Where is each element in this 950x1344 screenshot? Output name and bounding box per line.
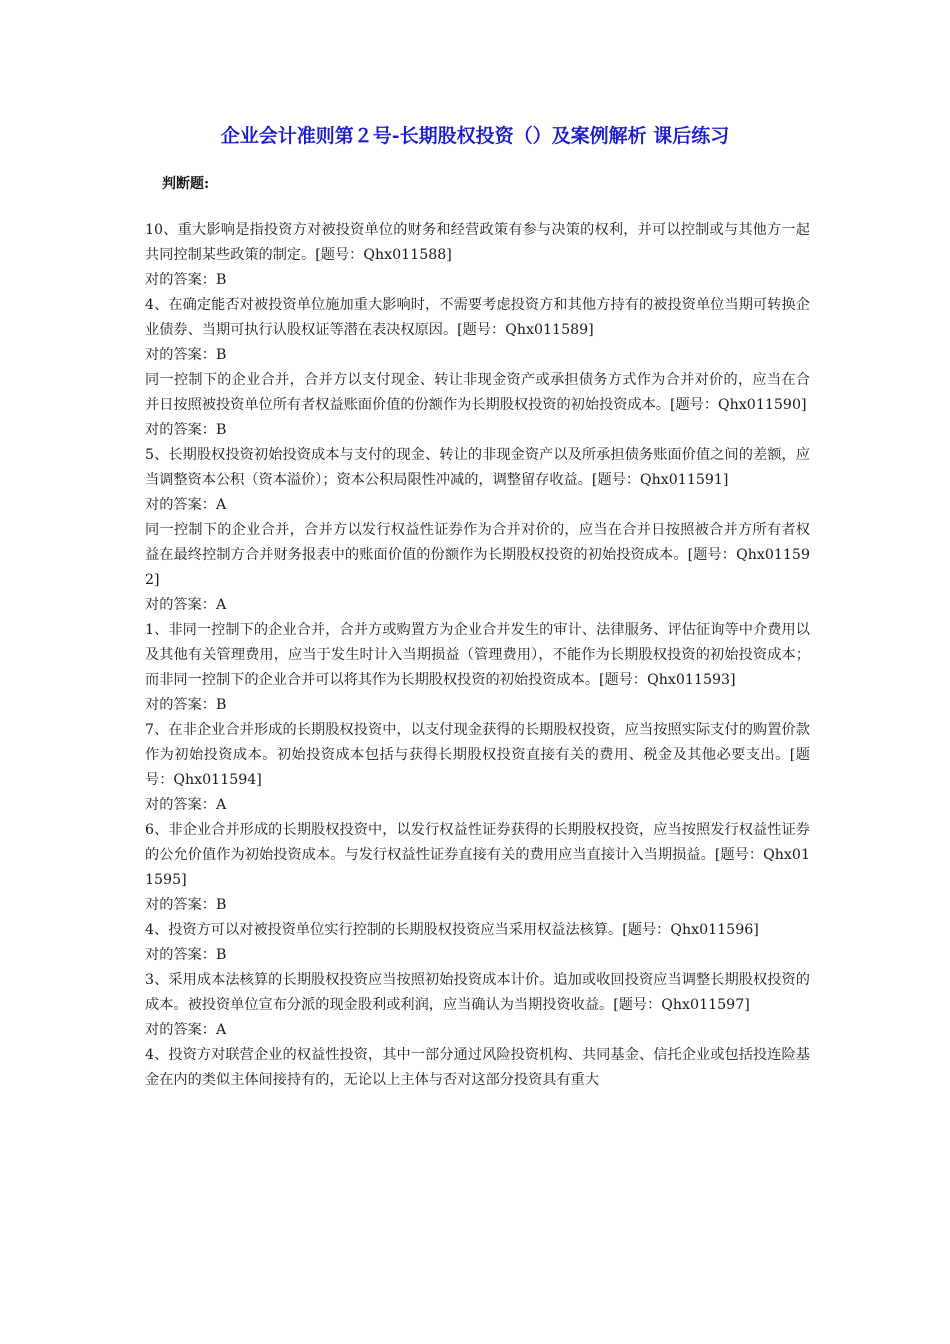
answer-text: 对的答案：B: [145, 272, 227, 288]
answer-text: 对的答案：B: [145, 347, 227, 363]
question-text: 同一控制下的企业合并，合并方以支付现金、转让非现金资产或承担债务方式作为合并对价的，应当在合并日按照被投资单位所有者权益账面价值的份额作为长期股权投资的初始投资成本。[题号：Qhx011590]: [145, 372, 810, 413]
question-text: 5、长期股权投资初始投资成本与支付的现金、转让的非现金资产以及所承担债务账面价值之间的差额，应当调整资本公积（资本溢价）；资本公积局限性冲减的，调整留存收益。[题号：Qhx011591]: [145, 447, 810, 488]
answer-text: 对的答案：B: [145, 947, 227, 963]
answer-text: 对的答案：A: [145, 497, 227, 513]
answer-text: 对的答案：A: [145, 797, 227, 813]
question-text: 6、非企业合并形成的长期股权投资中，以发行权益性证券获得的长期股权投资，应当按照发行权益性证券的公允价值作为初始投资成本。与发行权益性证券直接有关的费用应当直接计入当期损益。[题号：Qhx011595]: [145, 822, 810, 888]
answer-text: 对的答案：A: [145, 597, 227, 613]
answer-text: 对的答案：B: [145, 422, 227, 438]
question-text: 10、重大影响是指投资方对被投资单位的财务和经营政策有参与决策的权利，并可以控制或与其他方一起共同控制某些政策的制定。[题号：Qhx011588]: [145, 222, 810, 263]
question-text: 4、投资方可以对被投资单位实行控制的长期股权投资应当采用权益法核算。[题号：Qhx011596]: [145, 922, 759, 938]
question-text: 4、投资方对联营企业的权益性投资，其中一部分通过风险投资机构、共同基金、信托企业或包括投连险基金在内的类似主体间接持有的，无论以上主体与否对这部分投资具有重大: [145, 1047, 810, 1088]
answer-text: 对的答案：A: [145, 1022, 227, 1038]
question-text: 4、在确定能否对被投资单位施加重大影响时，不需要考虑投资方和其他方持有的被投资单位当期可转换企业债券、当期可执行认股权证等潜在表决权原因。[题号：Qhx011589]: [145, 297, 810, 338]
answer-text: 对的答案：B: [145, 697, 227, 713]
question-text: 1、非同一控制下的企业合并，合并方或购置方为企业合并发生的审计、法律服务、评估征询等中介费用以及其他有关管理费用，应当于发生时计入当期损益（管理费用），不能作为长期股权投资的初始投资成本；而非同一控制下的企业合并可以将其作为长期股权投资的初始投资成本。[题号：Qhx011593]: [145, 622, 810, 688]
question-text: 3、采用成本法核算的长期股权投资应当按照初始投资成本计价。追加或收回投资应当调整长期股权投资的成本。被投资单位宣布分派的现金股利或利润，应当确认为当期投资收益。[题号：Qhx011597]: [145, 972, 810, 1013]
answer-text: 对的答案：B: [145, 897, 227, 913]
question-text: 同一控制下的企业合并，合并方以发行权益性证券作为合并对价的，应当在合并日按照被合并方所有者权益在最终控制方合并财务报表中的账面价值的份额作为长期股权投资的初始投资成本。[题号：Qhx011592]: [145, 522, 810, 588]
question-list: [145, 218, 810, 1093]
document-title: 企业会计准则第２号-长期股权投资（）及案例解析 课后练习: [220, 125, 730, 147]
section-heading: 判断题:: [162, 176, 210, 192]
question-text: 7、在非企业合并形成的长期股权投资中，以支付现金获得的长期股权投资，应当按照实际支付的购置价款作为初始投资成本。初始投资成本包括与获得长期股权投资直接有关的费用、税金及其他必要支出。[题号：Qhx011594]: [145, 722, 810, 788]
